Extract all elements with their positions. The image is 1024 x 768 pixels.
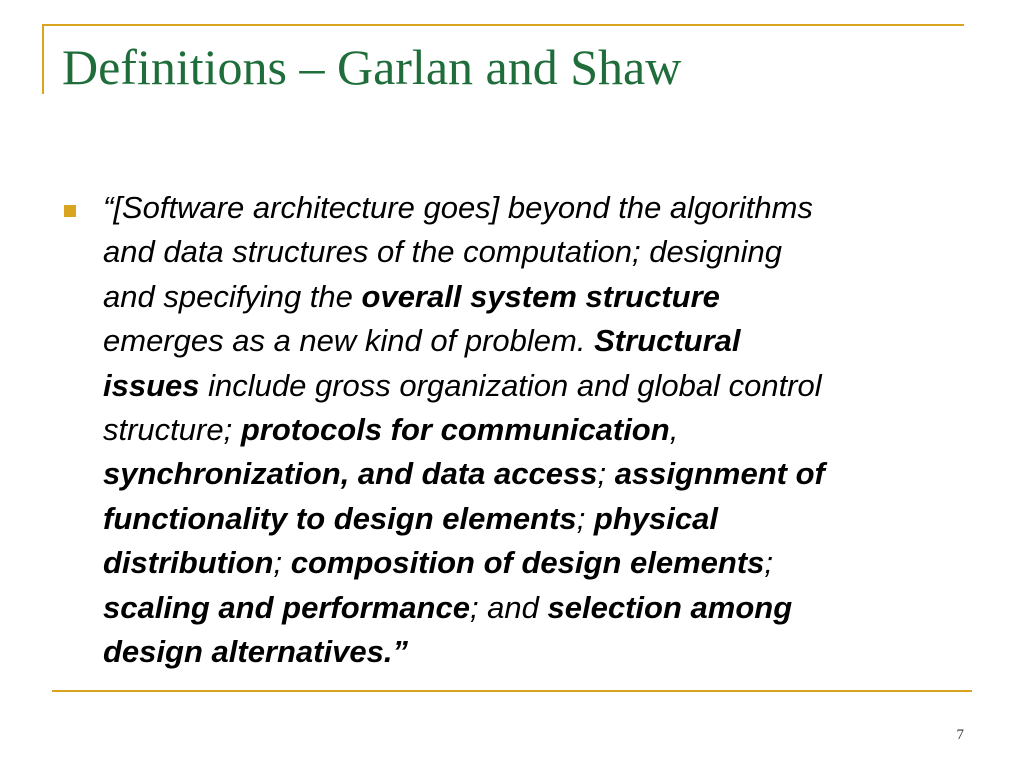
quote-text: ; xyxy=(764,545,774,581)
quote-text: ; xyxy=(597,456,615,492)
quote-emphasis: physical xyxy=(593,500,718,536)
quote-emphasis: issues xyxy=(103,367,200,403)
quote-emphasis: protocols for communication xyxy=(240,412,670,448)
quote-text: “[Software architecture goes] beyond the algorithms xyxy=(103,190,813,225)
quote-text: and data structures of the computation; designing xyxy=(103,234,782,270)
quote-emphasis: composition of design elements xyxy=(290,545,765,581)
quote-emphasis: design alternatives.” xyxy=(103,634,408,670)
quote-emphasis: Structural xyxy=(594,323,741,359)
quote-text: include gross organization and global control xyxy=(199,367,822,403)
slide-title: Definitions – Garlan and Shaw xyxy=(62,39,682,95)
page-number: 7 xyxy=(956,727,964,743)
quote-emphasis: distribution xyxy=(103,545,274,581)
quote-emphasis: scaling and performance xyxy=(103,589,470,625)
quote-emphasis: selection among xyxy=(547,589,793,625)
quote-paragraph xyxy=(103,186,983,674)
quote-emphasis: synchronization, and data access xyxy=(103,456,598,492)
quote-text: structure; xyxy=(103,412,241,448)
quote-emphasis: assignment of xyxy=(614,456,825,492)
square-bullet-icon xyxy=(64,205,76,217)
quote-text: emerges as a new kind of problem. xyxy=(103,323,595,359)
quote-text: ; xyxy=(576,500,594,536)
quote-text: , xyxy=(669,412,679,448)
bottom-divider xyxy=(52,690,972,692)
top-divider xyxy=(42,24,964,26)
left-divider xyxy=(42,24,44,94)
quote-emphasis: overall system structure xyxy=(361,278,720,314)
quote-text: ; and xyxy=(469,589,548,625)
quote-text: ; xyxy=(273,545,291,581)
quote-text: and specifying the xyxy=(103,278,362,314)
quote-emphasis: functionality to design elements xyxy=(103,500,577,536)
